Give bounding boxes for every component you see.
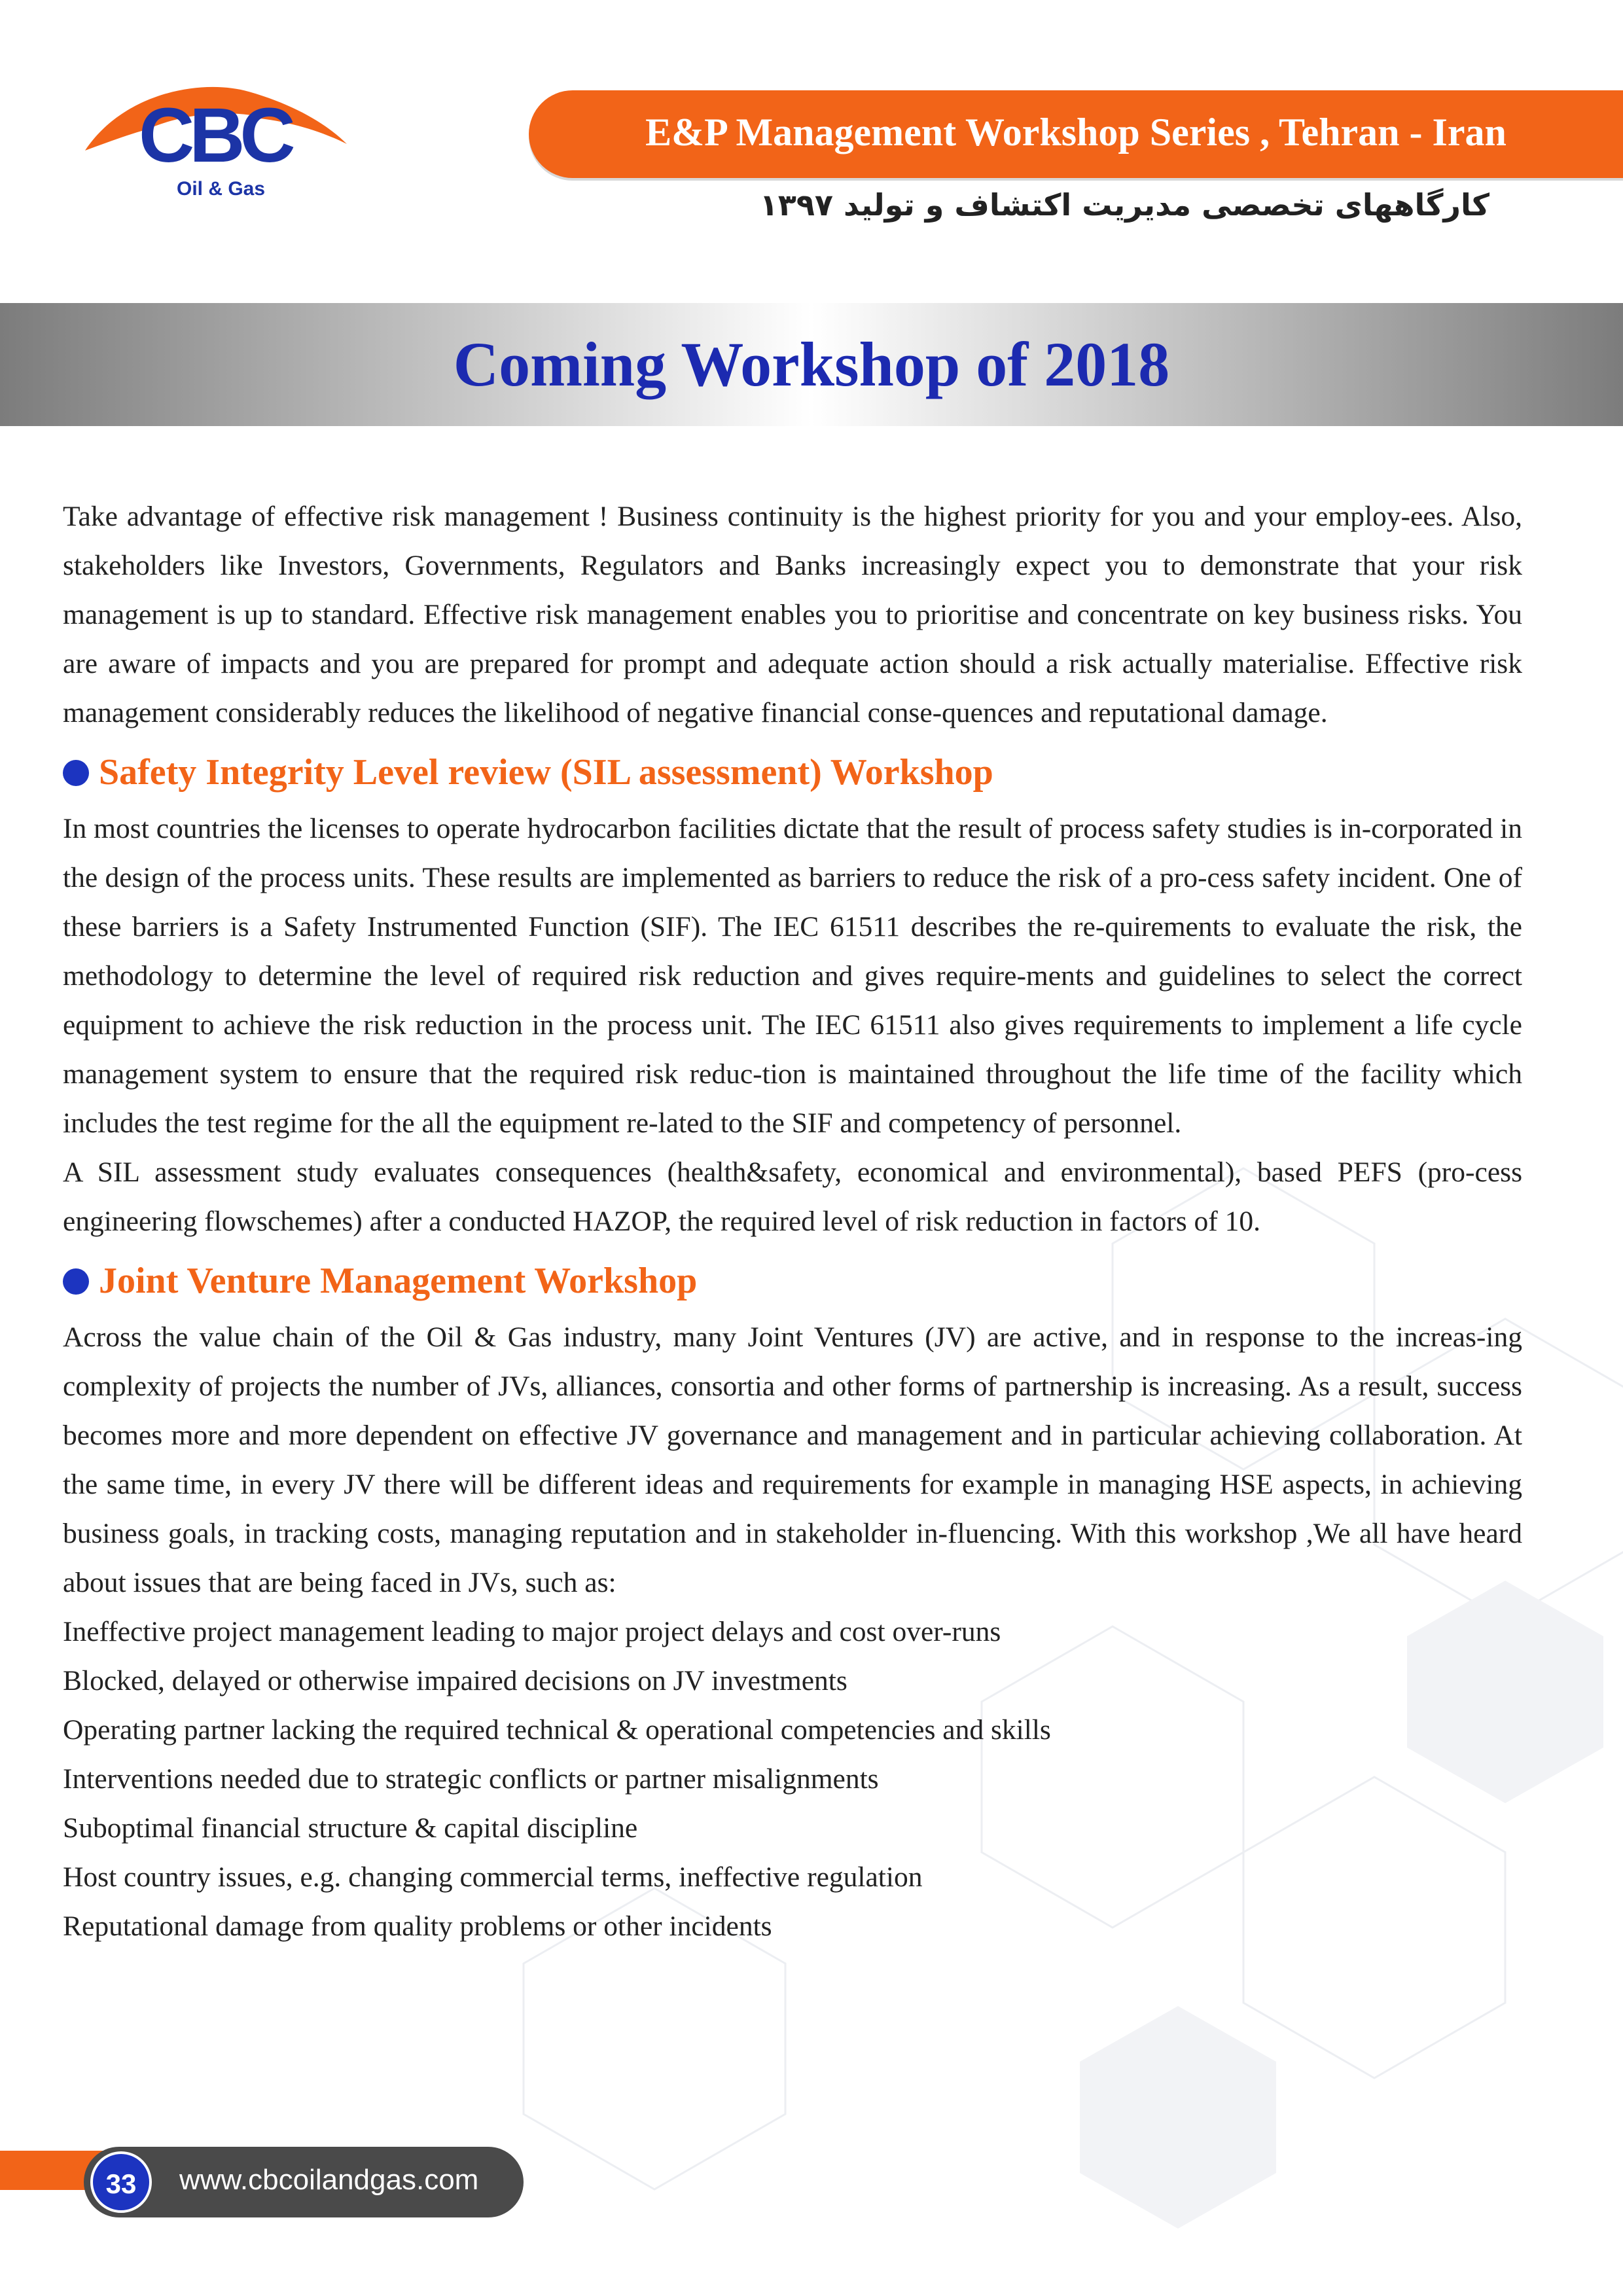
sil-paragraph-2: A SIL assessment study evaluates consequences (health&safety, economical and environmental), based PEFS (pro-cess engineering flowschemes) after a conducted HAZOP, the required level of risk reduction in factors of 10. — [63, 1157, 1522, 1237]
jv-issue-item: Blocked, delayed or otherwise impaired decisions on JV investments — [63, 1665, 847, 1696]
jv-issue-item: Host country issues, e.g. changing commercial terms, ineffective regulation — [63, 1861, 923, 1893]
series-title: E&P Management Workshop Series , Tehran - Iran — [645, 111, 1507, 154]
jv-issue-item: Suboptimal financial structure & capital discipline — [63, 1812, 638, 1844]
jv-paragraph: Across the value chain of the Oil & Gas industry, many Joint Ventures (JV) are active, and in response to the increas-ing complexity of projects the number of JVs, alliances, consortia and other forms of partnership is increasing. As a result, success becomes more and more dependent on effective JV governance and management and in particular achieving collaboration. At the same time, in every JV there will be different ideas and requirements for example in managing HSE aspects, in achieving business goals, in tracking costs, managing reputation and in stakeholder in-fluencing. With this workshop ,We all have heard about issues that are being faced in JVs, such as: — [63, 1321, 1522, 1598]
intro-paragraph: Take advantage of effective risk management ! Business continuity is the highest priority for you and your employ-ees. Also, stakeholders like Investors, Governments, Regulators and Banks increasingly expect you to demonstrate that your risk management is up to standard. Effective risk management enables you to prioritise and concentrate on key business risks. You are aware of impacts and you are prepared for prompt and adequate action should a risk actually materialise. Effective risk management considerably reduces the likelihood of negative financial conse-quences and reputational damage. — [63, 501, 1522, 728]
page-number: 33 — [105, 2168, 137, 2199]
bullet-dot-icon — [63, 760, 89, 786]
logo-wordmark: CBC — [139, 92, 291, 179]
sil-workshop-heading — [63, 747, 1522, 798]
series-title-bar — [529, 90, 1623, 178]
jv-heading-text: Joint Venture Management Workshop — [99, 1261, 698, 1301]
jv-issue-item: Operating partner lacking the required technical & operational competencies and skills — [63, 1714, 1051, 1746]
jv-issue-item: Reputational damage from quality problems or other incidents — [63, 1910, 772, 1942]
page-title: Coming Workshop of 2018 — [453, 329, 1170, 399]
persian-subtitle: کارگاههای تخصصی مدیریت اکتشاف و تولید ۱۳۹۷ — [759, 187, 1489, 223]
sil-paragraph-1: In most countries the licenses to operate hydrocarbon facilities dictate that the result of process safety studies is in-corporated in the design of the process units. These results are implemented as barriers to reduce the risk of a pro-cess safety incident. One of these barriers is a Safety Instrumented Function (SIF). The IEC 61511 describes the re-quirements to evaluate the risk, the methodology to determine the level of required risk reduction and gives require-ments and guidelines to select the correct equipment to achieve the risk reduction in the process unit. The IEC 61511 also gives requirements to implement a life cycle management system to ensure that the required risk reduc-tion is maintained throughout the life time of the facility which includes the test regime for the all the equipment re-lated to the SIF and competency of personnel. — [63, 813, 1522, 1139]
jv-workshop-heading — [63, 1255, 1522, 1306]
bullet-dot-icon — [63, 1268, 89, 1295]
logo-subtext: Oil & Gas — [177, 178, 266, 200]
jv-issue-item: Interventions needed due to strategic conflicts or partner misalignments — [63, 1763, 879, 1795]
page-number-badge — [90, 2151, 152, 2213]
website-link[interactable]: www.cbcoilandgas.com — [179, 2164, 479, 2196]
cbc-logo — [79, 65, 353, 209]
jv-issue-item: Ineffective project management leading to major project delays and cost over-runs — [63, 1616, 1001, 1647]
footer-pill — [84, 2147, 524, 2217]
article-body — [63, 492, 1522, 1951]
sil-heading-text: Safety Integrity Level review (SIL assessment) Workshop — [99, 752, 993, 793]
title-banner — [0, 303, 1623, 426]
